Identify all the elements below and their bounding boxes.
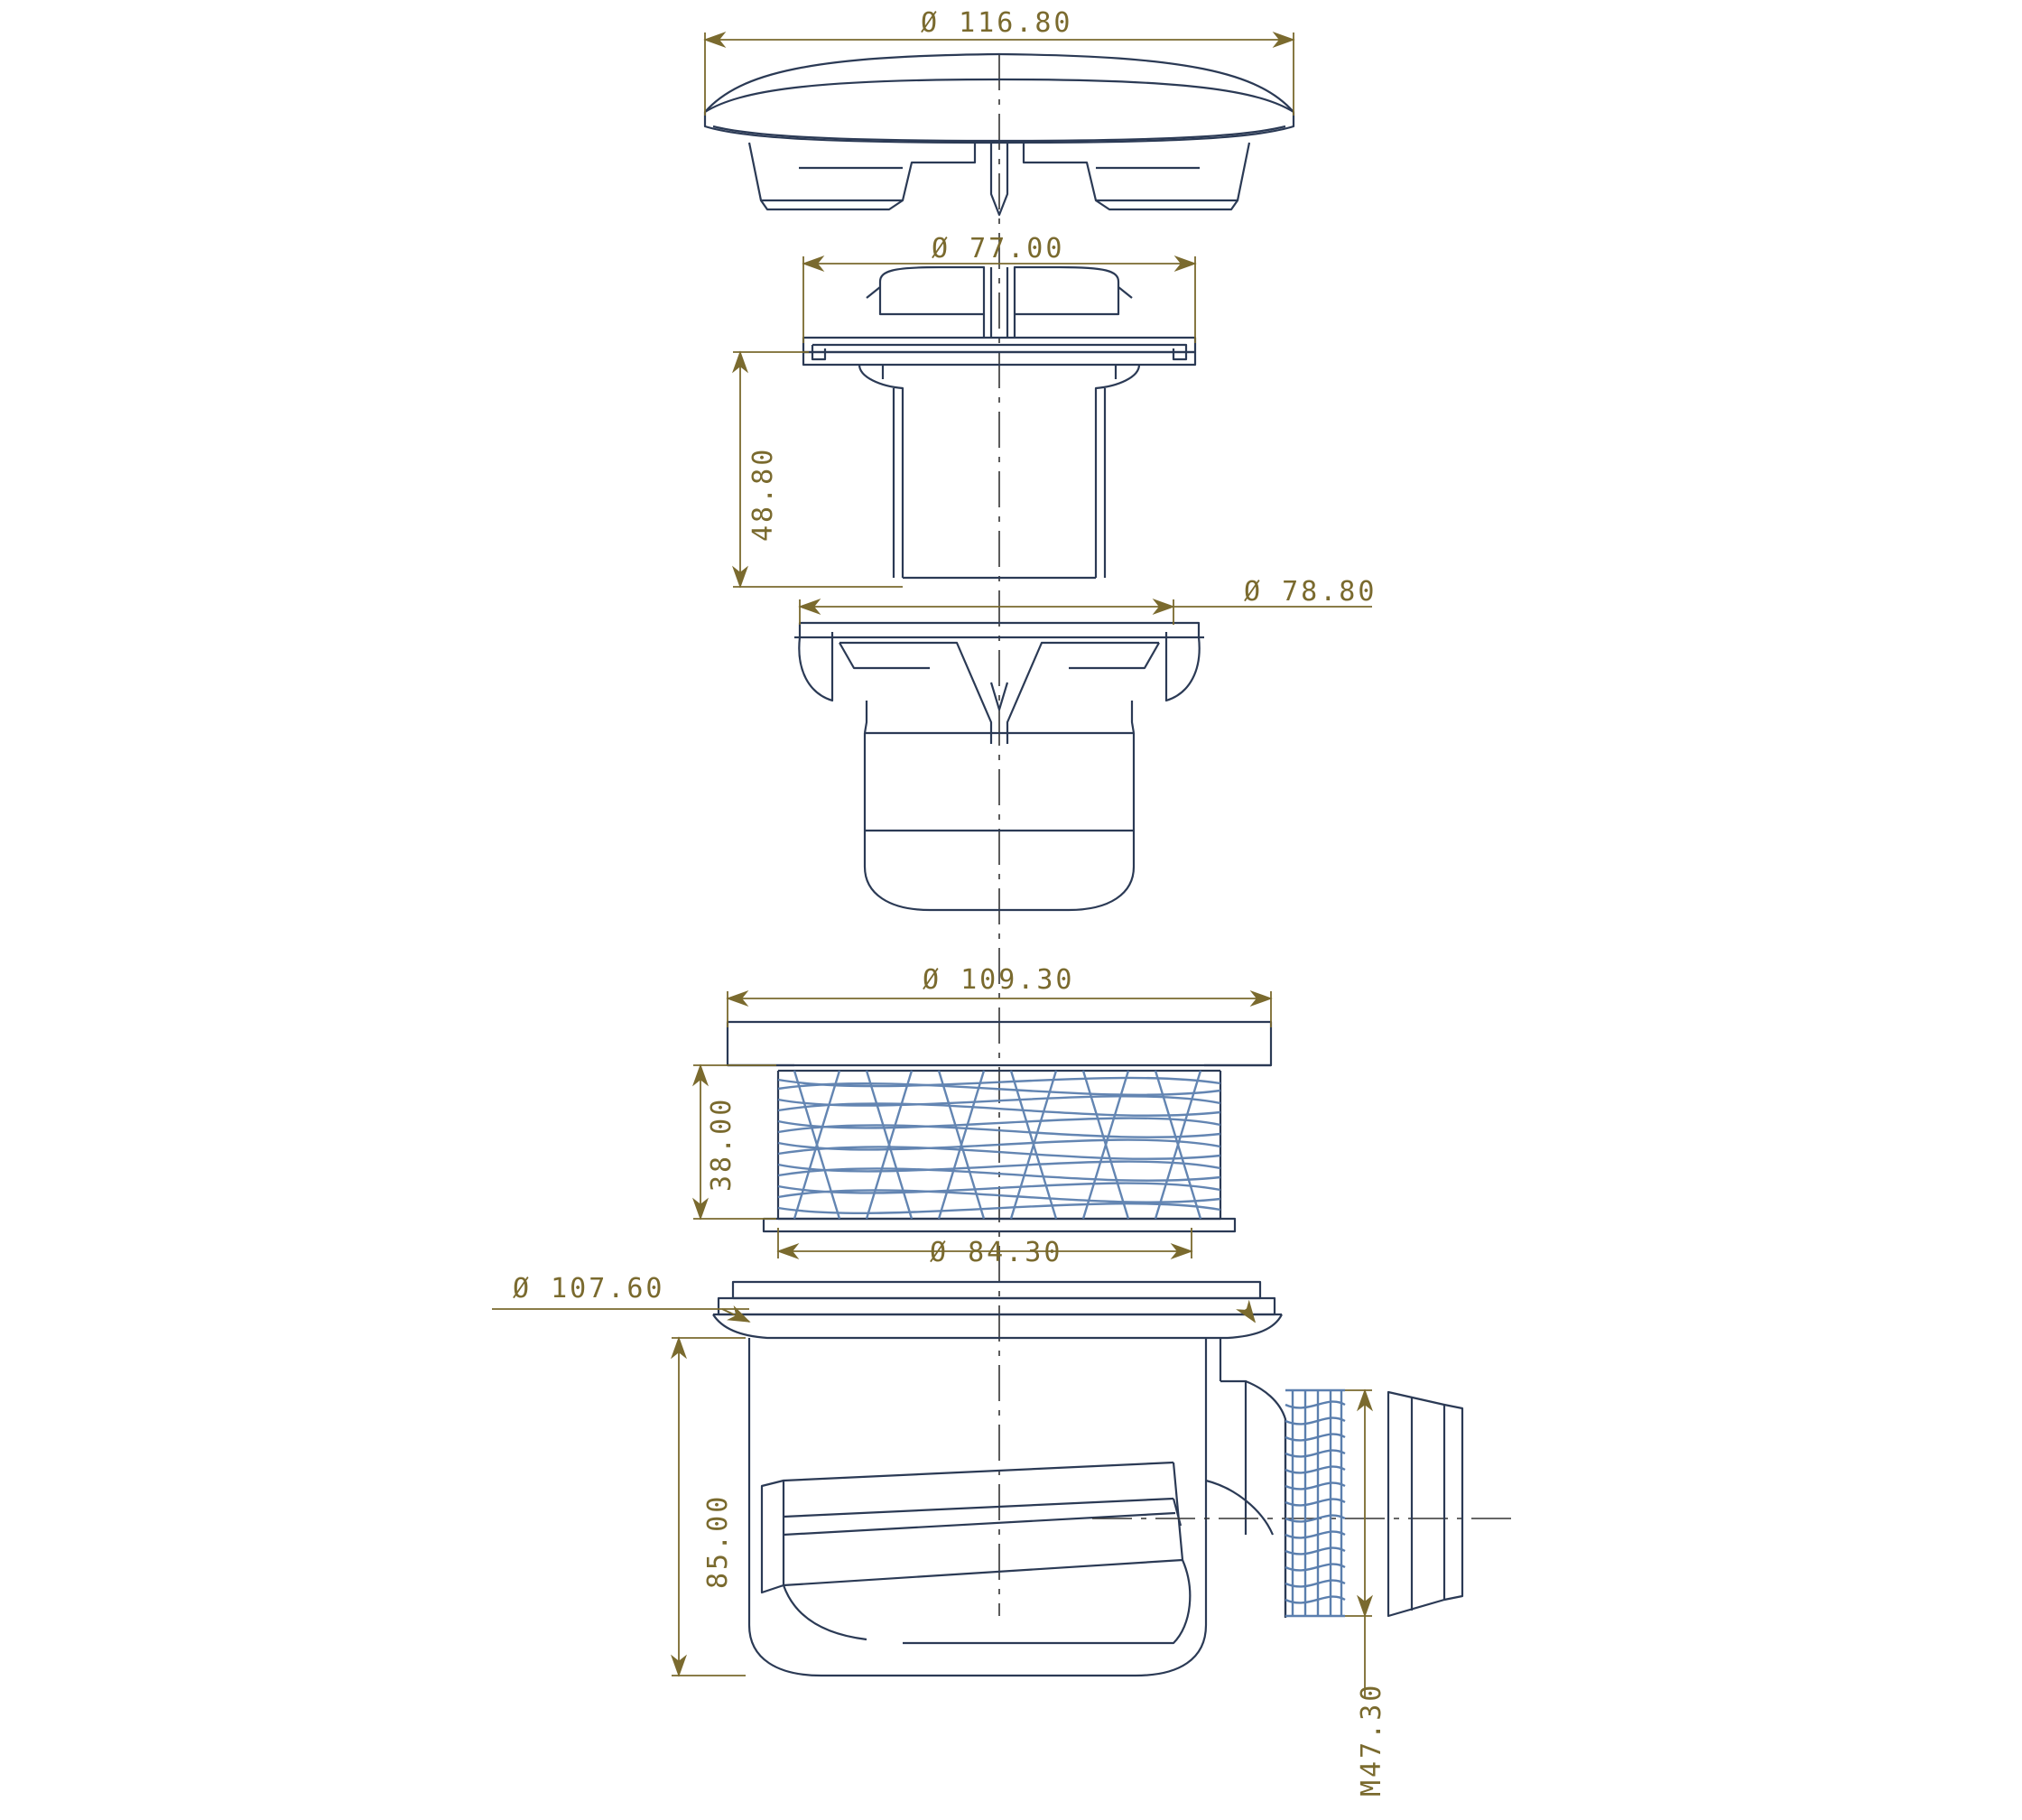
dimension-grid-height: 48.80 — [747, 446, 779, 542]
dimension-seal-outer-diameter: Ø 109.30 — [923, 964, 1075, 996]
dimension-outlet-thread: M47.30 — [1356, 1682, 1387, 1797]
part-outlet-spigot — [1388, 1392, 1462, 1616]
dimension-cap-outer-diameter: Ø 116.80 — [921, 7, 1073, 39]
outlet-thread-hatching — [1285, 1390, 1345, 1616]
dimension-thread-height: 38.00 — [706, 1096, 737, 1192]
dimension-bowl-diameter: Ø 78.80 — [1244, 576, 1377, 608]
dimension-thread-inner-diameter: Ø 84.30 — [930, 1237, 1063, 1268]
dimension-grid-diameter: Ø 77.00 — [932, 233, 1065, 265]
dimension-flange-diameter: Ø 107.60 — [513, 1273, 665, 1305]
dimension-lines — [492, 32, 1372, 1697]
dimension-body-height: 85.00 — [702, 1493, 734, 1589]
